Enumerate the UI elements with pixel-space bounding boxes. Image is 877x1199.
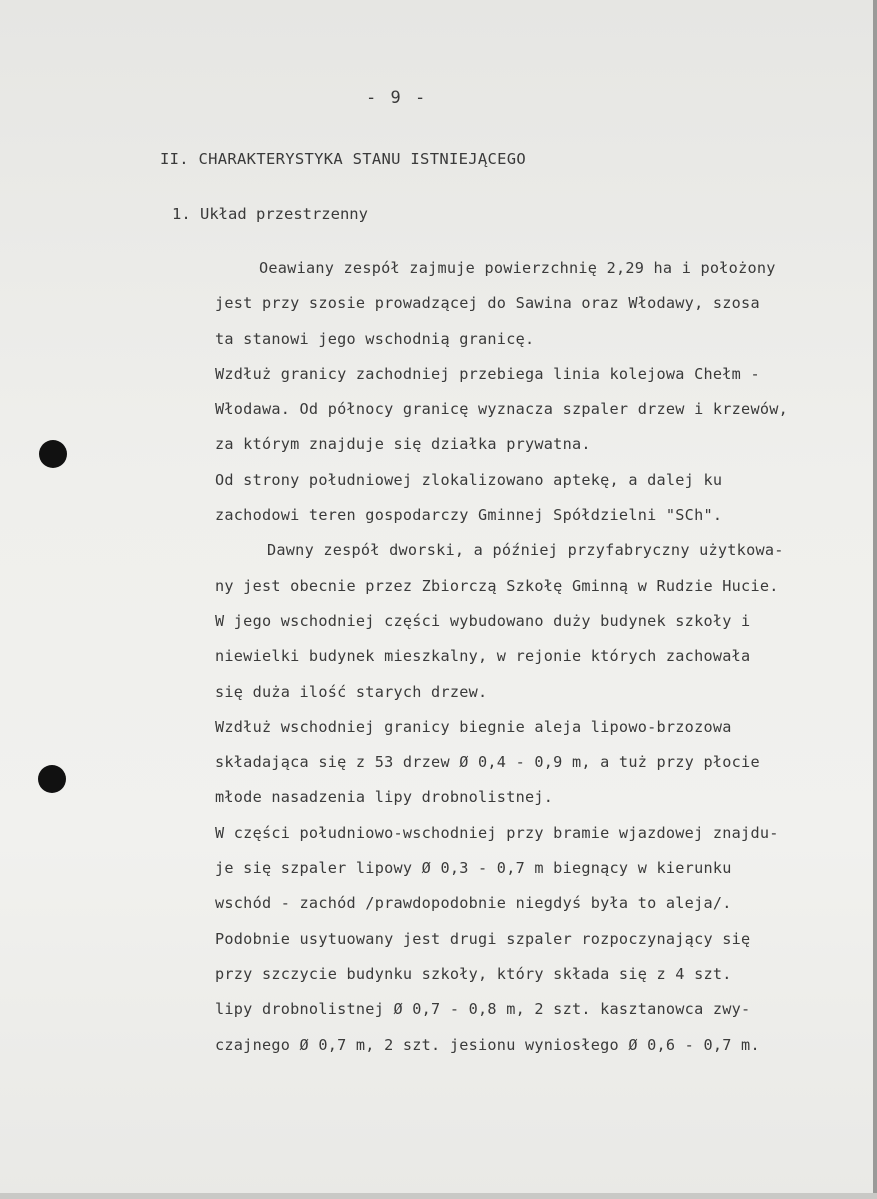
text-line: za którym znajduje się działka prywatna. <box>215 435 591 454</box>
punch-hole-lower <box>38 765 66 793</box>
text-line: przy szczycie budynku szkoły, który składa się z 4 szt. <box>215 964 732 983</box>
text-line: młode nasadzenia lipy drobnolistnej. <box>215 788 554 807</box>
text-line: ny jest obecnie przez Zbiorczą Szkołę Gminną w Rudzie Hucie. <box>215 576 779 595</box>
text-line: się duża ilość starych drzew. <box>215 682 488 701</box>
text-line: Wzdłuż wschodniej granicy biegnie aleja lipowo-brzozowa <box>215 717 732 736</box>
text-line: Wzdłuż granicy zachodniej przebiega linia kolejowa Chełm - <box>215 364 760 383</box>
page-number: - 9 - <box>366 88 428 108</box>
text-line: lipy drobnolistnej Ø 0,7 - 0,8 m, 2 szt. kasztanowca zwy- <box>215 1000 751 1019</box>
text-line: Włodawa. Od północy granicę wyznacza szpaler drzew i krzewów, <box>215 400 789 419</box>
subsection-heading: 1. Układ przestrzenny <box>172 205 368 223</box>
text-line: czajnego Ø 0,7 m, 2 szt. jesionu wyniosłego Ø 0,6 - 0,7 m. <box>215 1035 760 1054</box>
page-edge-right <box>873 0 877 1199</box>
text-line: Oeawiany zespół zajmuje powierzchnię 2,29 ha i położony <box>259 259 776 277</box>
text-line: jest przy szosie prowadzącej do Sawina oraz Włodawy, szosa <box>215 294 760 313</box>
text-line: je się szpaler lipowy Ø 0,3 - 0,7 m biegnący w kierunku <box>215 859 732 878</box>
body-text <box>215 256 870 1068</box>
text-line: niewielki budynek mieszkalny, w rejonie których zachowała <box>215 647 751 666</box>
text-line: W części południowo-wschodniej przy bramie wjazdowej znajdu- <box>215 823 779 842</box>
text-line: Dawny zespół dworski, a później przyfabryczny użytkowa- <box>267 541 784 560</box>
text-line: W jego wschodniej części wybudowano duży budynek szkoły i <box>215 611 751 630</box>
text-line: zachodowi teren gospodarczy Gminnej Spółdzielni "SCh". <box>215 506 723 525</box>
text-line: Od strony południowej zlokalizowano aptekę, a dalej ku <box>215 470 723 489</box>
section-heading: II. CHARAKTERYSTYKA STANU ISTNIEJĄCEGO <box>160 150 527 168</box>
text-line: wschód - zachód /prawdopodobnie niegdyś była to aleja/. <box>215 894 732 913</box>
page-edge-bottom <box>0 1193 877 1199</box>
text-line: składająca się z 53 drzew Ø 0,4 - 0,9 m, a tuż przy płocie <box>215 753 760 772</box>
text-line: ta stanowi jego wschodnią granicę. <box>215 329 535 348</box>
text-line: Podobnie usytuowany jest drugi szpaler rozpoczynający się <box>215 929 751 948</box>
punch-hole-upper <box>39 440 67 468</box>
